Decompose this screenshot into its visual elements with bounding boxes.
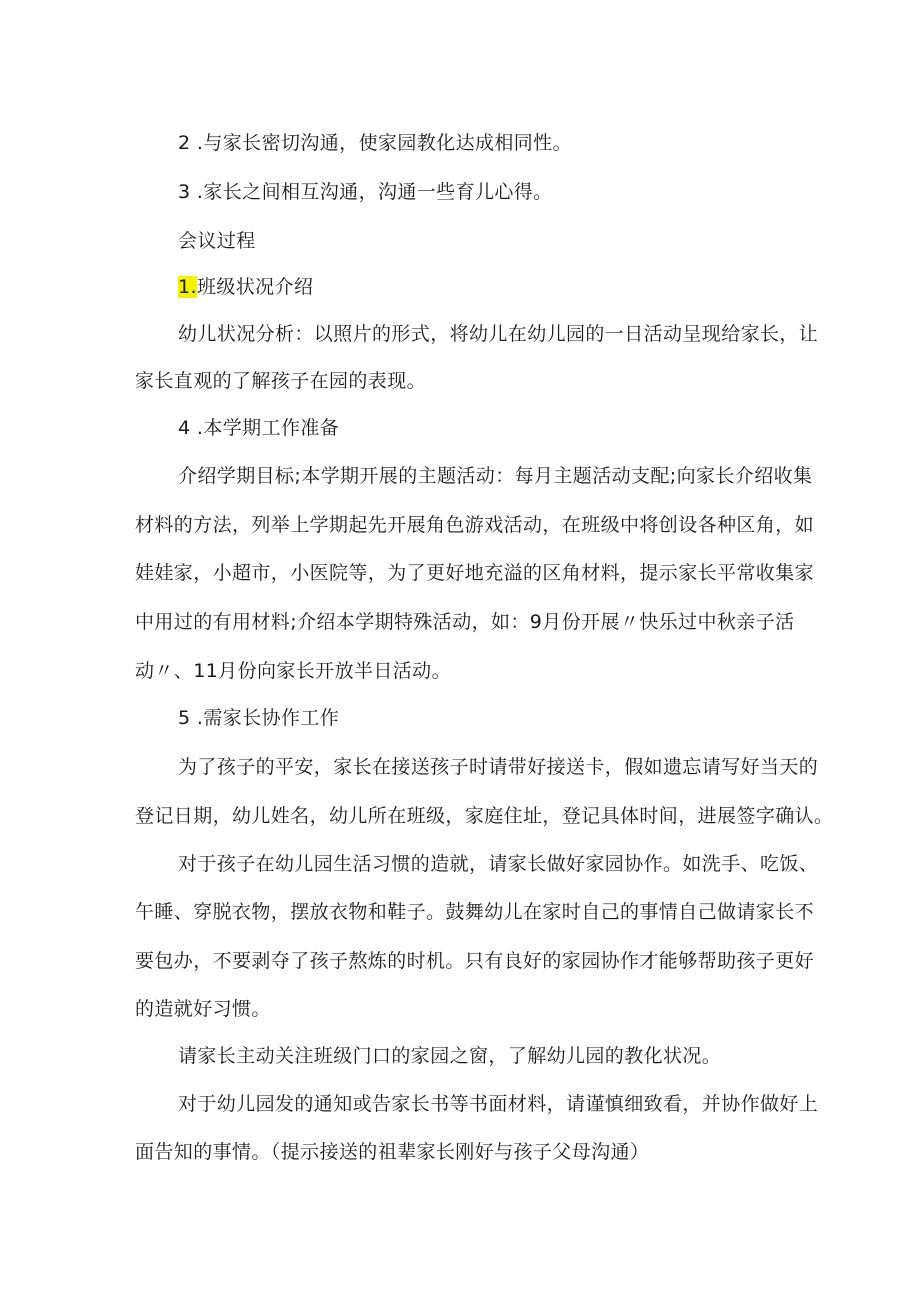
process-heading: 会议过程 xyxy=(178,230,256,252)
paragraph-line: 介绍学期目标;本学期开展的主题活动：每月主题活动支配;向家长介绍收集 xyxy=(178,465,813,487)
paragraph-line: 家长直观的了解孩子在园的表现。 xyxy=(135,370,427,392)
paragraph-line: 娃娃家，小超市，小医院等，为了更好地充溢的区角材料，提示家长平常收集家 xyxy=(135,562,815,584)
paragraph-line: 登记日期，幼儿姓名，幼儿所在班级，家庭住址，登记具体时间，进展签字确认。 xyxy=(135,805,834,827)
paragraph-line: 材料的方法，列举上学期起先开展角色游戏活动，在班级中将创设各种区角，如 xyxy=(135,514,815,536)
paragraph-line: 面告知的事情。（提示接送的祖辈家长刚好与孩子父母沟通） xyxy=(135,1141,650,1163)
list-item-2: 2 .与家长密切沟通，使家园教化达成相同性。 xyxy=(178,132,572,154)
section-1-title: 班级状况介绍 xyxy=(196,276,314,298)
paragraph-line: 的造就好习惯。 xyxy=(135,998,271,1020)
highlighted-number: 1. xyxy=(178,276,197,298)
list-item-3: 3 .家长之间相互沟通，沟通一些育儿心得。 xyxy=(178,181,553,203)
paragraph-line: 中用过的有用材料;介绍本学期特殊活动，如：9月份开展〃快乐过中秋亲子活 xyxy=(135,611,795,633)
paragraph-line: 动〃、11月份向家长开放半日活动。 xyxy=(135,660,451,682)
paragraph-line: 要包办，不要剥夺了孩子熬炼的时机。只有良好的家园协作才能够帮助孩子更好 xyxy=(135,950,815,972)
paragraph-line: 对于孩子在幼儿园生活习惯的造就，请家长做好家园协作。如洗手、吃饭、 xyxy=(178,853,819,875)
paragraph-line: 为了孩子的平安，家长在接送孩子时请带好接送卡，假如遗忘请写好当天的 xyxy=(178,756,819,778)
section-4-heading: 4 .本学期工作准备 xyxy=(178,417,340,439)
paragraph-line: 幼儿状况分析：以照片的形式，将幼儿在幼儿园的一日活动呈现给家长，让 xyxy=(178,323,819,345)
paragraph-line: 请家长主动关注班级门口的家园之窗，了解幼儿园的教化状况。 xyxy=(178,1045,722,1067)
section-5-heading: 5 .需家长协作工作 xyxy=(178,707,340,729)
section-1-heading xyxy=(178,275,313,299)
paragraph-line: 午睡、穿脱衣物，摆放衣物和鞋子。鼓舞幼儿在家时自己的事情自己做请家长不 xyxy=(135,901,815,923)
paragraph-line: 对于幼儿园发的通知或告家长书等书面材料，请谨慎细致看，并协作做好上 xyxy=(178,1093,819,1115)
